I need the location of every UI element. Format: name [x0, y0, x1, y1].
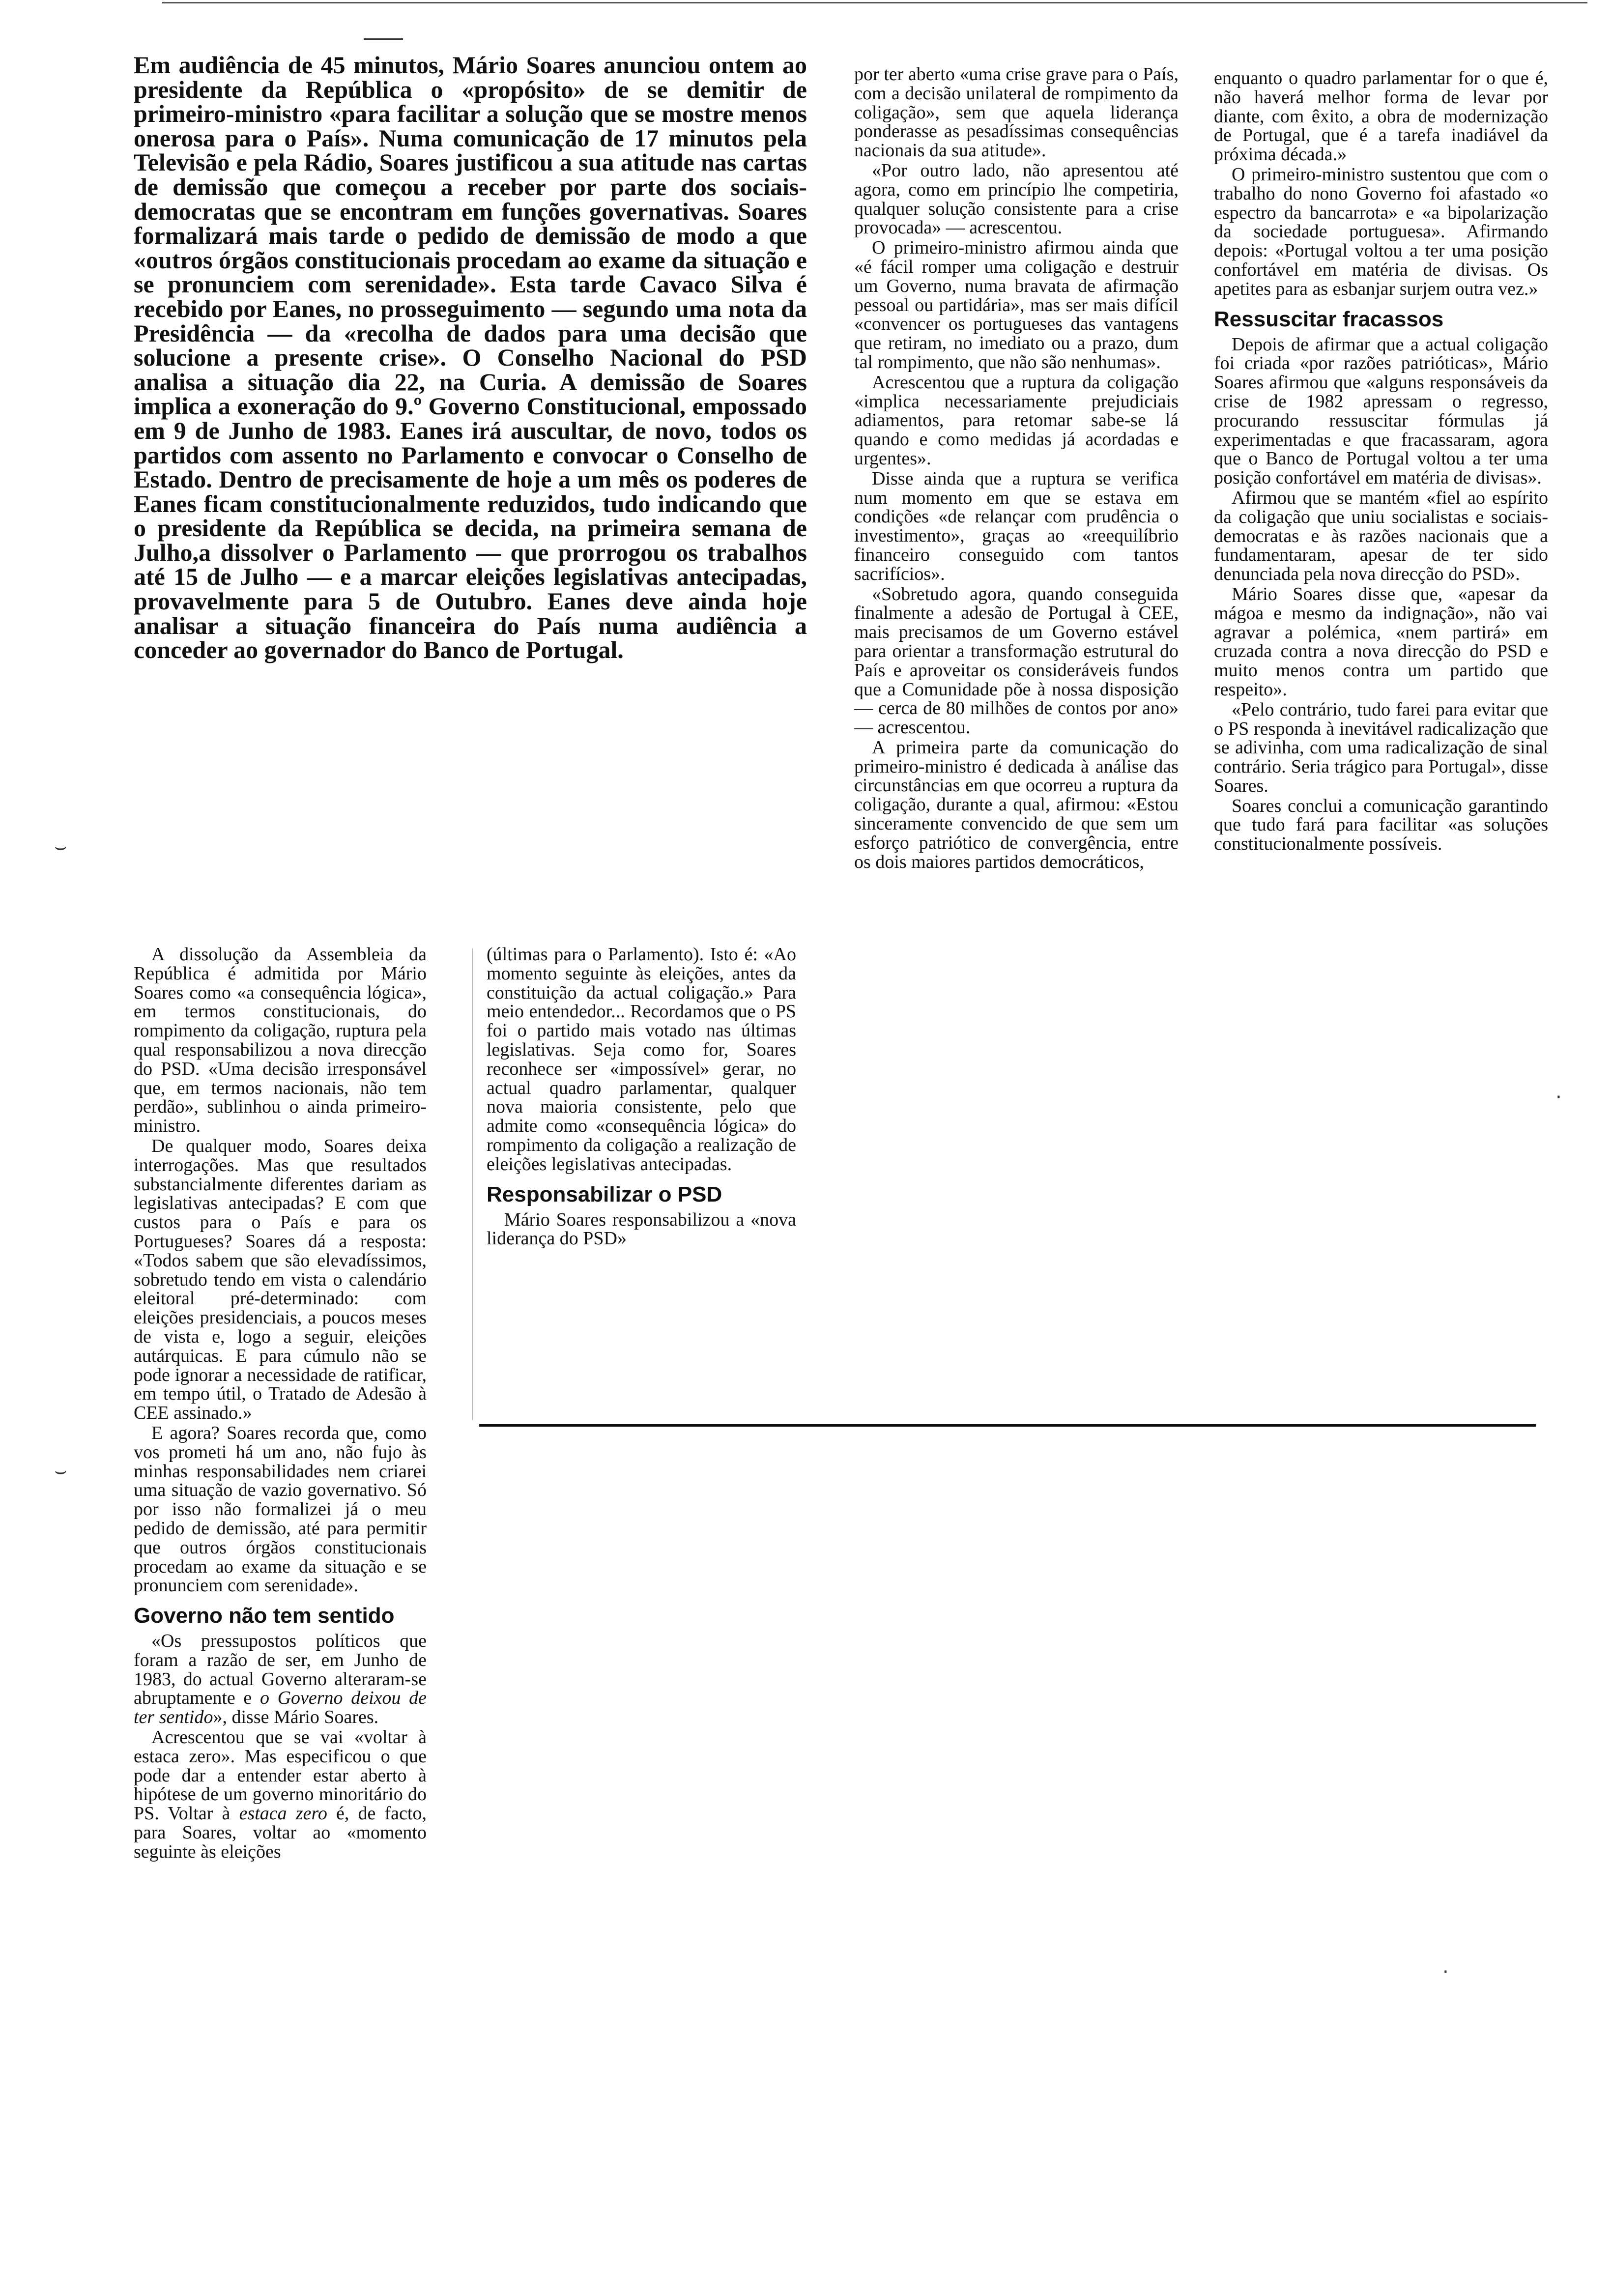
col3-paragraph-1: por ter aberto «uma crise grave para o País, com a decisão unilateral de rompimento da coligação», sem que aquela liderança ponderasse as pesadíssimas consequências nacionais da sua atitude». — [854, 64, 1179, 161]
column-1 — [134, 945, 427, 1863]
column-2 — [487, 945, 796, 1249]
top-dash — [364, 38, 403, 40]
col4-paragraph-2: O primeiro-ministro sustentou que com o trabalho do nono Governo foi afastado «o espectro da bancarrota» e «a bipolarização da sociedade portuguesa». Afirmando depois: «Portugal voltou a ter uma posição confortável em matéria de divisas. Os apetites para as esbanjar surjem outra vez.» — [1214, 164, 1548, 299]
margin-mark: ⌣ — [54, 835, 67, 858]
col1-p5-italic: estaca zero — [239, 1803, 327, 1824]
col4-paragraph-7: Soares conclui a comunicação garantindo que tudo fará para facilitar «as soluções constitucionalmente possíveis. — [1214, 795, 1548, 855]
margin-mark: · — [1555, 1086, 1562, 1109]
col4-paragraph-3: Depois de afirmar que a actual coligação foi criada «por razões patrióticas», Mário Soares afirmou que «alguns responsáveis da crise de 1982 apressam o regresso, procurando ressuscitar fórmulas já experimentadas e que fracassaram, agora que o Banco de Portugal voltou a ter uma posição confortável em matéria de divisas». — [1214, 334, 1548, 488]
col1-paragraph-3: E agora? Soares recorda que, como vos prometi há um ano, não fujo às minhas responsabilidades nem criarei uma situação de vazio governativo. Só por isso não formalizei já o meu pedido de demissão, até para permitir que outros órgãos constitucionais procedam ao exame da situação e se pronunciem com serenidade». — [134, 1422, 427, 1596]
col3-paragraph-2: «Por outro lado, não apresentou até agora, como em princípio lhe competiria, qualquer solução consistente para a crise provocada» — acrescentou. — [854, 160, 1179, 238]
col1-p4-text-a: «Os pressupostos políticos que foram a razão de ser, em Junho de 1983, do actual Governo alteraram-se abruptamente e — [134, 1631, 427, 1709]
col1-paragraph-1: A dissolução da Assembleia da República é admitida por Mário Soares como «a consequência lógica», em termos constitucionais, do rompimento da coligação, ruptura pela qual responsabilizou a nova direcção do PSD. «Uma decisão irresponsável que, em termos nacionais, não tem perdão», sublinhou o ainda primeiro-ministro. — [134, 944, 427, 1137]
lead-paragraph: Em audiência de 45 minutos, Mário Soares anunciou ontem ao presidente da República o «propósito» de se demitir de primeiro-ministro «para facilitar a solução que se mostre menos onerosa para o País». Numa comunicação de 17 minutos pela Televisão e pela Rádio, Soares justificou a sua atitude nas cartas de demissão que começou a receber por parte dos sociais-democratas que se encontram em funções governativas. Soares formalizará mais tarde o pedido de demissão de modo a que «outros órgãos constitucionais procedam ao exame da situação e se pronunciem com serenidade». Esta tarde Cavaco Silva é recebido por Eanes, no prosseguimento — segundo uma nota da Presidência — da «recolha de dados para uma decisão que solucione a presente crise». O Conselho Nacional do PSD analisa a situação dia 22, na Curia. A demissão de Soares implica a exoneração do 9.º Governo Constitucional, empossado em 9 de Junho de 1983. Eanes irá auscultar, de novo, todos os partidos com assento no Parlamento e convocar o Conselho de Estado. Dentro de precisamente de hoje a um mês os poderes de Eanes ficam constitucionalmente reduzidos, tudo indicando que o presidente da República se decida, na primeira semana de Julho,a dissolver o Parlamento — que prorrogou os trabalhos até 15 de Julho — e a marcar eleições legislativas antecipadas, provavelmente para 5 de Outubro. Eanes deve ainda hoje analisar a situação financeira do País numa audiência a conceder ao governador do Banco de Portugal. — [134, 51, 807, 664]
col3-paragraph-3: O primeiro-ministro afirmou ainda que «é fácil romper uma coligação e destruir um Governo, numa bravata de afirmação pessoal ou partidária», mas ser mais difícil «convencer os portugueses das vantagens que retiram, no imediato ou a prazo, dum tal rompimento, que não são nenhumas». — [854, 237, 1179, 373]
col3-paragraph-5: Disse ainda que a ruptura se verifica num momento em que se estava em condições «de relançar com prudência o investimento», graças ao «reequilíbrio financeiro conseguido com tantos sacrifícios». — [854, 468, 1179, 584]
margin-mark: · — [1442, 1961, 1449, 1983]
col1-paragraph-4 — [134, 1632, 427, 1727]
col2-paragraph-1: (últimas para o Parlamento). Isto é: «Ao momento seguinte às eleições, antes da constituição da actual coligação.» Para meio entendedor... Recordamos que o PS foi o partido mais votado nas últimas legislativas. Seja como for, Soares reconhece ser «impossível» gerar, no actual quadro parlamentar, qualquer nova maioria consistente, pelo que admite como «consequência lógica» do rompimento da coligação a realização de eleições legislativas antecipadas. — [487, 944, 796, 1175]
column-4 — [1214, 69, 1548, 855]
top-rule — [162, 2, 1587, 3]
col1-paragraph-2: De qualquer modo, Soares deixa interrogações. Mas que resultados substancialmente diferentes dariam as legislativas antecipadas? E com que custos para o País e para os Portugueses? Soares dá a resposta: «Todos sabem que são elevadíssimos, sobretudo tendo em vista o calendário eleitoral pré-determinado: com eleições presidenciais, a poucos meses de vista e, logo a seguir, eleições autárquicas. E para cúmulo não se pode ignorar a necessidade de ratificar, em tempo útil, o Tratado de Adesão à CEE assinado.» — [134, 1135, 427, 1424]
col4-paragraph-5: Mário Soares disse que, «apesar da mágoa e mesmo da indignação», não vai agravar a polémica, «nem partirá» em cruzada contra a nova direcção do PSD e muito menos contra um partido que respeito». — [1214, 583, 1548, 700]
col1-p5-text-a: Acrescentou que se vai «voltar à estaca zero». Mas especificou o que pode dar a entender estar aberto à hipótese de um governo minoritário do PS. Voltar à — [134, 1727, 427, 1824]
bottom-rule — [479, 1424, 1536, 1427]
margin-mark: ⌣ — [54, 1460, 67, 1482]
col2-paragraph-2: Mário Soares responsabilizou a «nova liderança do PSD» — [487, 1209, 796, 1249]
col1-p4-text-b: », disse Mário Soares. — [213, 1707, 379, 1728]
column-3 — [854, 65, 1179, 872]
col3-paragraph-4: Acrescentou que a ruptura da coligação «implica necessariamente prejudiciais adiamentos, para retomar sabe-se lá quando e como medidas já acordadas e urgentes». — [854, 372, 1179, 469]
col3-paragraph-7: A primeira parte da comunicação do primeiro-ministro é dedicada à análise das circunstâncias em que ocorreu a ruptura da coligação, durante a qual, afirmou: «Estou sinceramente convencido de que sem um esforço patriótico de convergência, entre os dois maiores partidos democráticos, — [854, 737, 1179, 872]
col1-p4-italic: o Governo deixou de ter sentido — [134, 1688, 427, 1728]
col4-paragraph-4: Afirmou que se mantém «fiel ao espírito da coligação que uniu socialistas e sociais-democratas e às razões nacionais que a fundamentaram, apesar de ter sido denunciada pela nova direcção do PSD». — [1214, 487, 1548, 585]
subheading-responsabilizar: Responsabilizar o PSD — [487, 1182, 722, 1206]
subheading-governo: Governo não tem sentido — [134, 1604, 395, 1628]
col1-paragraph-5 — [134, 1728, 427, 1862]
col3-paragraph-6: «Sobretudo agora, quando conseguida finalmente a adesão de Portugal à CEE, mais precisamos de um Governo estável para orientar a transformação estrutural do País e aproveitar os consideráveis fundos que a Comunidade põe à nossa disposição — cerca de 80 milhões de contos por ano» — acrescentou. — [854, 583, 1179, 738]
col4-paragraph-6: «Pelo contrário, tudo farei para evitar que o PS responda à inevitável radicalização que se adivinha, com uma radicalização de sinal contrário. Seria trágico para Portugal», disse Soares. — [1214, 699, 1548, 796]
col4-paragraph-1: enquanto o quadro parlamentar for o que é, não haverá melhor forma de levar por diante, com êxito, a obra de modernização de Portugal, que é a tarefa inadiável da próxima década.» — [1214, 68, 1548, 165]
column-divider — [472, 948, 473, 1420]
col1-p5-text-b: é, de facto, para Soares, voltar ao «momento seguinte às eleições — [134, 1803, 427, 1862]
subheading-ressuscitar: Ressuscitar fracassos — [1214, 307, 1444, 331]
